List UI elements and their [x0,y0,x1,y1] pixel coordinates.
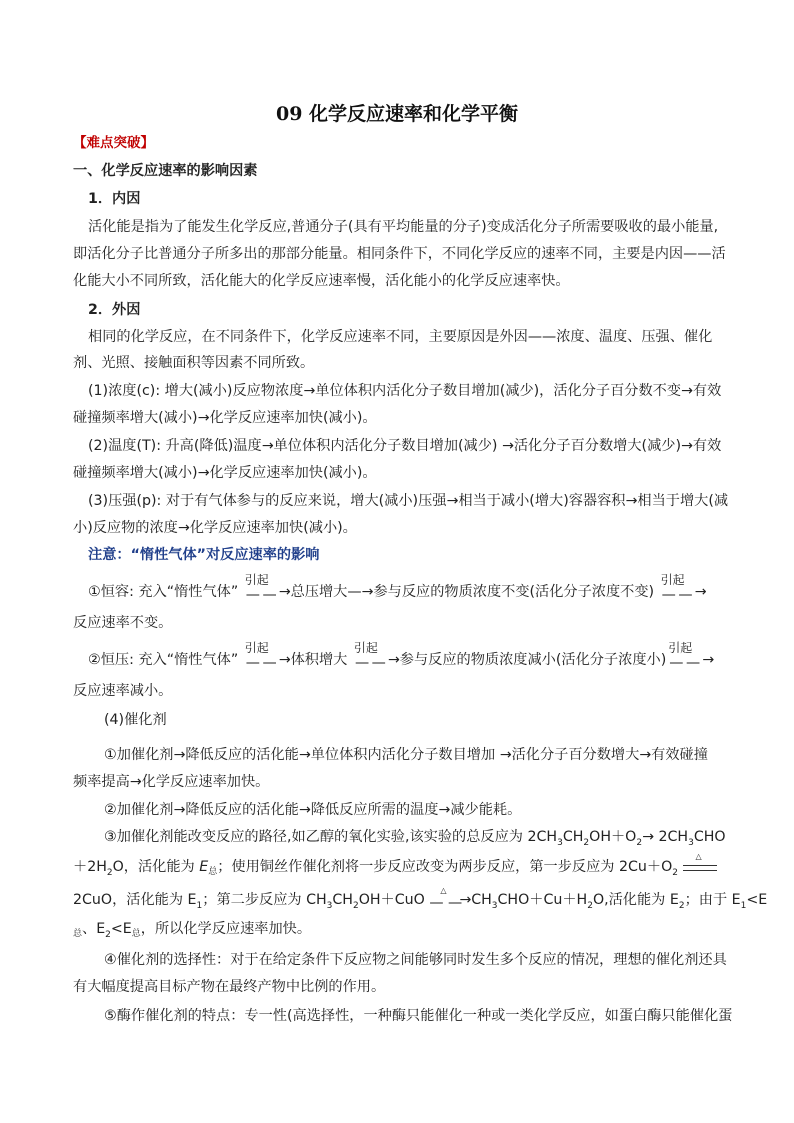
sub-heading-internal: 1．内因 [88,191,141,207]
arrow-label: 引起 [668,641,693,655]
paragraph-line: 小)反应物的浓度→化学反应速率加快(减小)。 [73,520,357,536]
arrow-label: 引起 [244,573,269,587]
formula-text: CHO＋Cu＋H [497,892,588,908]
paragraph-line: 反应速率不变。 [73,615,173,631]
paragraph-line: 即活化分子比普通分子所多出的那部分能量。相同条件下，不同化学反应的速率不同，主要是内因——活 [73,246,726,262]
formula-text: <E [746,892,768,908]
arrow-label: 引起 [660,573,685,587]
formula-text: ②恒压: 充入“惰性气体” [88,652,239,668]
paragraph-line: 相同的化学反应，在不同条件下，化学反应速率不同，主要原因是外因——浓度、温度、压强、催化 [88,329,713,345]
paragraph-line: ①加催化剂→降低反应的活化能→单位体积内活化分子数目增加 →活化分子百分数增大→有效碰撞 [104,747,708,763]
subscript: 3 [557,838,563,848]
subscript: 2 [105,930,111,940]
subscript: 总 [131,929,141,939]
formula-text: OH＋CuO [358,892,425,908]
formula-text: ①恒容: 充入“惰性气体” [88,584,239,600]
paragraph-line: 化能大小不同所致，活化能大的化学反应速率慢，活化能小的化学反应速率快。 [73,273,570,289]
section-heading: 一、化学反应速率的影响因素 [73,163,258,179]
formula-text: CH [332,892,353,908]
formula-text: 2CuO，活化能为 E [73,892,197,908]
formula-text: →CH [459,892,492,908]
subscript: 2 [583,838,590,848]
reaction-line [73,919,311,941]
formula-text: <E [110,921,132,937]
subscript: 2 [672,868,679,878]
formula-text: →总压增大—→参与反应的物质浓度不变(活化分子浓度不变) [278,584,655,600]
cause-arrow: 引起 — — [352,650,388,670]
heat-equals-arrow [683,852,717,877]
paragraph-line: 活化能是指为了能发生化学反应,普通分子(具有平均能量的分子)变成活化分子所需要吸收的最小能量, [88,219,719,235]
paragraph-line: (1)浓度(c): 增大(减小)反应物浓度→单位体积内活化分子数目增加(减少)，活化分子百分数不变→有效 [88,383,722,399]
formula-line-constant-pressure [88,641,715,671]
cause-arrow: 引起 — — [243,650,279,670]
formula-text: O，活化能为 [112,859,200,875]
reaction-line [104,827,726,849]
formula-text: OH＋O [589,829,637,845]
subscript: 2 [636,838,643,848]
paragraph-line: 有大幅度提高目标产物在最终产物中比例的作用。 [73,979,386,995]
subscript: 总 [73,929,83,939]
heat-symbol: △ [440,886,447,895]
note-heading: 注意：“惰性气体”对反应速率的影响 [88,547,320,563]
formula-line-constant-volume [88,573,707,603]
formula-text: CHO [693,829,726,845]
subscript: 1 [740,901,747,911]
formula-text: ，所以化学反应速率加快。 [140,921,312,937]
subscript: 1 [196,901,203,911]
cause-arrow: 引起 — — [666,650,702,670]
formula-text: →体积增大 [278,652,348,668]
formula-text: ；由于 E [684,892,741,908]
subscript: 总 [208,867,218,877]
formula-text: ；第二步反应为 CH [202,892,327,908]
formula-text: ；使用铜丝作催化剂将一步反应改变为两步反应，第一步反应为 2Cu＋O [217,859,673,875]
paragraph-line: ④催化剂的选择性：对于在给定条件下反应物之间能够同时发生多个反应的情况，理想的催化剂还具 [104,952,727,968]
arrow-label: 引起 [244,641,269,655]
paragraph-line: 反应速率减小。 [73,683,173,699]
energy-symbol: E [199,859,209,875]
paragraph-line: 剂、光照、接触面积等因素不同所致。 [73,355,315,371]
reaction-line [73,886,768,912]
subscript: 2 [678,901,685,911]
paragraph-line: ⑤酶作催化剂的特点：专一性(高选择性，一种酶只能催化一种或一类化学反应，如蛋白酶只能催化蛋 [104,1008,733,1024]
formula-text: →参与反应的物质浓度减小(活化分子浓度小) [387,652,667,668]
difficulty-tag: 【难点突破】 [73,135,154,151]
subscript: 3 [491,901,498,911]
sub-heading-external: 2．外因 [88,302,141,318]
subscript: 3 [688,838,694,848]
formula-text: CH [562,829,584,845]
paragraph-line: 碰撞频率增大(减小)→化学反应速率加快(减小)。 [73,410,377,426]
subscript: 2 [352,901,359,911]
heat-arrow: △ — — [429,890,459,910]
paragraph-line: 碰撞频率增大(减小)→化学反应速率加快(减小)。 [73,465,377,481]
cause-arrow: 引起 — — [243,582,279,602]
formula-text: → 2CH [642,829,689,845]
page-title: 09 化学反应速率和化学平衡 [275,103,519,125]
paragraph-line: 频率提高→化学反应速率加快。 [73,774,270,790]
formula-text: ③加催化剂能改变反应的路径,如乙醇的氧化实验,该实验的总反应为 2CH [104,829,558,845]
sub-heading-catalyst: (4)催化剂 [104,712,167,728]
subscript: 2 [587,901,593,911]
paragraph-line: ②加催化剂→降低反应的活化能→降低反应所需的温度→减少能耗。 [104,802,522,818]
formula-text: → [694,584,707,600]
reaction-line [73,852,717,879]
formula-text: ＋2H [73,859,107,875]
arrow-label: 引起 [353,641,378,655]
paragraph-line: (3)压强(p): 对于有气体参与的反应来说，增大(减小)压强→相当于减小(增大)容器容积→相当于增大(减 [88,493,729,509]
heat-symbol: △ [695,852,702,861]
subscript: 3 [326,901,333,911]
formula-text: 、E [82,921,106,937]
paragraph-line: (2)温度(T): 升高(降低)温度→单位体积内活化分子数目增加(减少) →活化分子百分数增大(减少)→有效 [88,438,722,454]
formula-text: → [702,652,715,668]
subscript: 2 [106,868,113,878]
formula-text: O,活化能为 E [592,892,679,908]
cause-arrow: 引起 — — [659,582,695,602]
